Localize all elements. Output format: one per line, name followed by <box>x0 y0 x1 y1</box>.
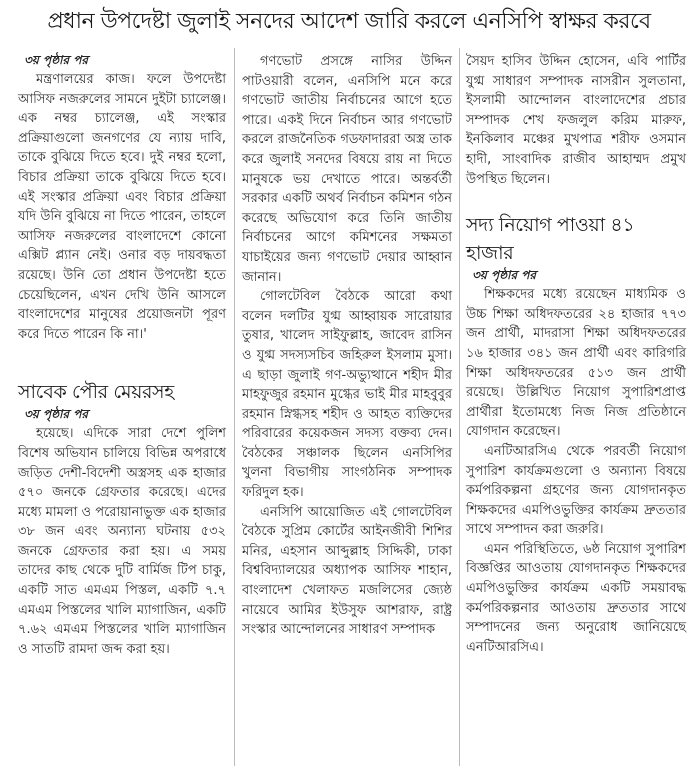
spacer <box>466 189 686 211</box>
paragraph: গোলটেবিল বৈঠকে আরো কথা বলেন দলটির যুগ্ম আহ্বায়ক সারোয়ার তুষার, খালেদ সাইফুল্লাহ, জাবেদ রাসিন ও যুগ্ম সদস্যসচিব জহিরুল ইসলাম মুসা। এ ছাড়া জুলাই গণ-অভ্যুত্থানে শহীদ মীর মাহফুজুর রহমান মুগ্ধের ভাই মীর মাহবুবুর রহমান স্নিগ্ধসহ শহীদ ও আহত ব্যক্তিদের পরিবারের কয়েকজন সদস্য বক্তব্য দেন। বৈঠকের সঞ্চালক ছিলেন এনসিপির খুলনা বিভাগীয় সাংগঠনিক সম্পাদক ফরিদুল হক। <box>242 289 452 501</box>
continued-label: ৩য় পৃষ্ঠার পর <box>24 407 89 422</box>
column-2 <box>242 52 452 640</box>
paragraph: এনসিপি আয়োজিত এই গোলটেবিল বৈঠকে সুপ্রিম কোর্টের আইনজীবী শিশির মনির, এহসান আব্দুল্লাহ সিদ্দিকী, ঢাকা বিশ্ববিদ্যালয়ের অধ্যাপক আসিফ শাহান, বাংলাদেশ খেলাফত মজলিসের জ্যেষ্ঠ নায়েবে আমির ইউসুফ আশরাফ, রাষ্ট্র সংস্কার আন্দোলনের সাধারণ সম্পাদক <box>242 504 452 638</box>
column-divider <box>234 48 235 766</box>
column-divider <box>459 48 460 766</box>
paragraph: গণভোট প্রসঙ্গে নাসির উদ্দিন পাটওয়ারী বলেন, এনসিপি মনে করে গণভোট জাতীয় নির্বাচনের আগে হতে পারে। একই দিনে নির্বাচন আর গণভোট করলে রাজনৈতিক গডফাদাররা অস্ত্র তাক করে জুলাই সনদের বিষয়ে রায় না দিতে মানুষকে ভয় দেখাতে পারে। অন্তর্বর্তী সরকার একটি অথর্ব নির্বাচন কমিশন গঠন করেছে অভিযোগ করে তিনি জাতীয় নির্বাচনের আগে কমিশনের সক্ষমতা যাচাইয়ের জন্য গণভোট দেয়ার আহ্বান জানান। <box>242 54 452 285</box>
continued-label: ৩য় পৃষ্ঠার পর <box>24 53 89 67</box>
paragraph: মন্ত্রণালয়ের কাজ। ফলে উপদেষ্টা আসিফ নজরুলের সামনে দুইটা চ্যালেঞ্জ। এক নম্বর চ্যালেঞ্জ, এই সংস্কার প্রক্রিয়াগুলো জনগণের যে ন্যায় দাবি, তাকে বুঝিয়ে দিতে হবে। দুই নম্বর হলো, বিচার প্রক্রিয়া তাকে বুঝিয়ে দিতে হবে। এই সংস্কার প্রক্রিয়া এবং বিচার প্রক্রিয়া যদি উনি বুঝিয়ে না দিতে পারেন, তাহলে আসিফ নজরুলের বাংলাদেশে কোনো এক্সিট প্ল্যান নেই। ওনার বড় দায়বদ্ধতা রয়েছে। উনি তো প্রধান উপদেষ্টা হতে চেয়েছিলেন, এখন দেখি উনি আসলে বাংলাদেশের মানুষের প্রয়োজনটা পূরণ করে দিতে পারেন কি না।' <box>18 72 226 342</box>
spacer <box>18 344 226 378</box>
column-1 <box>18 52 226 659</box>
headline: প্রধান উপদেষ্টা জুলাই সনদের আদেশ জারি করলে এনসিপি স্বাক্ষর করবে <box>47 9 651 34</box>
paragraph: এনটিআরসিএ থেকে পরবর্তী নিয়োগ সুপারিশ কার্যক্রমগুলো ও অন্যান্য বিষয়ে কর্মপরিকল্পনা গ্রহণের জন্য যোগদানকৃত শিক্ষকদের এমপিওভুক্তির কার্যক্রম দ্রুততার সাথে সম্পাদন করা জরুরি। <box>466 443 686 538</box>
article-title: সাবেক পৌর মেয়রসহ <box>18 381 174 404</box>
paragraph: হয়েছে। এদিকে সারা দেশে পুলিশ বিশেষ অভিযান চালিয়ে বিভিন্ন অপরাধে জড়িত দেশী-বিদেশী অস্ত্রসহ এক হাজার ৫৭০ জনকে গ্রেফতার করেছে। এদের মধ্যে মামলা ও পরোয়ানাভুক্ত এক হাজার ৩৮ জন এবং অন্যান্য ঘটনায় ৫৩২ জনকে গ্রেফতার করা হয়। এ সময় তাদের কাছ থেকে দুটি বার্মিজ টিপ চাকু, একটি সাত এমএম পিস্তল, একটি ৭.৭ এমএম পিস্তলের খালি ম্যাগাজিন, একটি ৭.৬২ এমএম পিস্তলের খালি ম্যাগাজিন ও সাতটি রামদা জব্দ করা হয়। <box>18 426 226 657</box>
article-title: সদ্য নিয়োগ পাওয়া ৪১ হাজার <box>466 214 635 265</box>
paragraph: এমন পরিস্থিতিতে, ৬ষ্ঠ নিয়োগ সুপারিশ বিজ্ঞপ্তির আওতায় যোগদানকৃত শিক্ষকদের এমপিওভুক্তির কার্যক্রম একটি সময়াবদ্ধ কর্মপরিকল্পনার আওতায় দ্রুততার সাথে সম্পাদনের জন্য অনুরোধ জানিয়েছে এনটিআরসিএ। <box>466 541 686 655</box>
paragraph: সৈয়দ হাসিব উদ্দিন হোসেন, এবি পার্টির যুগ্ম সাধারণ সম্পাদক নাসরীন সুলতানা, ইসলামী আন্দোলন বাংলাদেশের প্রচার সম্পাদক শেখ ফজলুল করিম মারুফ, ইনকিলাব মঞ্চের মুখপাত্র শরীফ ওসমান হাদী, সাংবাদিক রাজীব আহাম্মদ প্রমুখ উপস্থিত ছিলেন। <box>466 54 686 187</box>
paragraph: শিক্ষকদের মধ্যে রয়েছেন মাধ্যমিক ও উচ্চ শিক্ষা অধিদফতরের ২৪ হাজার ৭৭৩ জন প্রার্থী, মাদরাসা শিক্ষা অধিদফতরের ১৬ হাজার ৩৪১ জন প্রার্থী এবং কারিগরি শিক্ষা অধিদফতরের ৫১৩ জন প্রার্থী রয়েছে। উল্লিখিত নিয়োগ সুপারিশপ্রাপ্ত প্রার্থীরা ইতোমধ্যে নিজ নিজ প্রতিষ্ঠানে যোগদান করেছেন। <box>466 287 686 440</box>
column-3 <box>466 52 686 657</box>
continued-label: ৩য় পৃষ্ঠার পর <box>472 268 537 283</box>
